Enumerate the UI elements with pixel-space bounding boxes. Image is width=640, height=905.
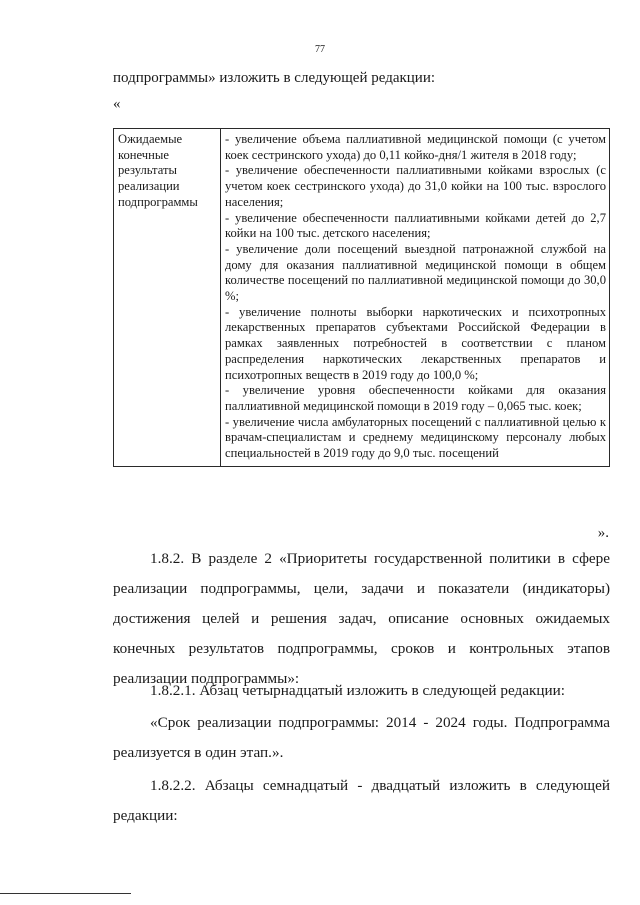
- closing-quote-mark: ».: [597, 525, 609, 541]
- paragraph-item-1-8-2-2: 1.8.2.2. Абзацы семнадцатый - двадцатый изложить в следующей редакции:: [113, 777, 610, 824]
- table-content-cell: [221, 129, 610, 467]
- result-item: - увеличение числа амбулаторных посещений с паллиативной целью к врачам-специалистам и среднему медицинскому персоналу любых специальностей в 2019 году до 9,0 тыс. посещений: [225, 414, 606, 461]
- table-label-cell: Ожидаемые конечные результаты реализации подпрограммы: [114, 129, 221, 467]
- table-row: [114, 129, 610, 467]
- paragraph-item-1-8-2-1: 1.8.2.1. Абзац четырнадцатый изложить в следующей редакции:: [150, 682, 565, 699]
- paragraph-section-2: 1.8.2. В разделе 2 «Приоритеты государственной политики в сфере реализации подпрограммы, цели, задачи и показатели (индикаторы) достижения целей и решения задач, описание основных ожидаемых конечных результатов подпрограммы, сроков и контрольных этапов реализации подпрограммы»:: [113, 550, 610, 687]
- result-item: - увеличение обеспеченности паллиативными койками детей до 2,7 койки на 100 тыс. детского населения;: [225, 210, 606, 241]
- result-item: - увеличение обеспеченности паллиативными койками взрослых (с учетом коек сестринского ухода) до 31,0 койки на 100 тыс. взрослого населения;: [225, 163, 606, 209]
- result-item: - увеличение уровня обеспеченности койками для оказания паллиативной медицинской помощи в 2019 году – 0,065 тыс. коек;: [225, 383, 606, 413]
- result-item: - увеличение полноты выборки наркотических и психотропных лекарственных препаратов субъектами Российской Федерации в рамках заявленных потребностей в соответствии с планом распределения наркотических лекарственных препаратов и психотропных веществ в 2019 году до 100,0 %;: [225, 304, 606, 382]
- intro-line: подпрограммы» изложить в следующей редакции:: [113, 70, 436, 86]
- opening-quote-mark: «: [113, 96, 121, 112]
- result-item: - увеличение объема паллиативной медицинской помощи (с учетом коек сестринского ухода) до 0,11 койко-дня/1 жителя в 2018 году;: [225, 132, 606, 162]
- expected-results-table: [113, 128, 610, 467]
- result-item: - увеличение доли посещений выездной патронажной службой на дому для оказания паллиативной медицинской помощи в общем количестве посещений по паллиативной медицинской помощи до 30,0 %;: [225, 241, 606, 304]
- page-number: 77: [315, 44, 325, 55]
- paragraph-term-quote: «Срок реализации подпрограммы: 2014 - 2024 годы. Подпрограмма реализуется в один этап.».: [113, 714, 610, 761]
- footnote-divider: [0, 893, 131, 894]
